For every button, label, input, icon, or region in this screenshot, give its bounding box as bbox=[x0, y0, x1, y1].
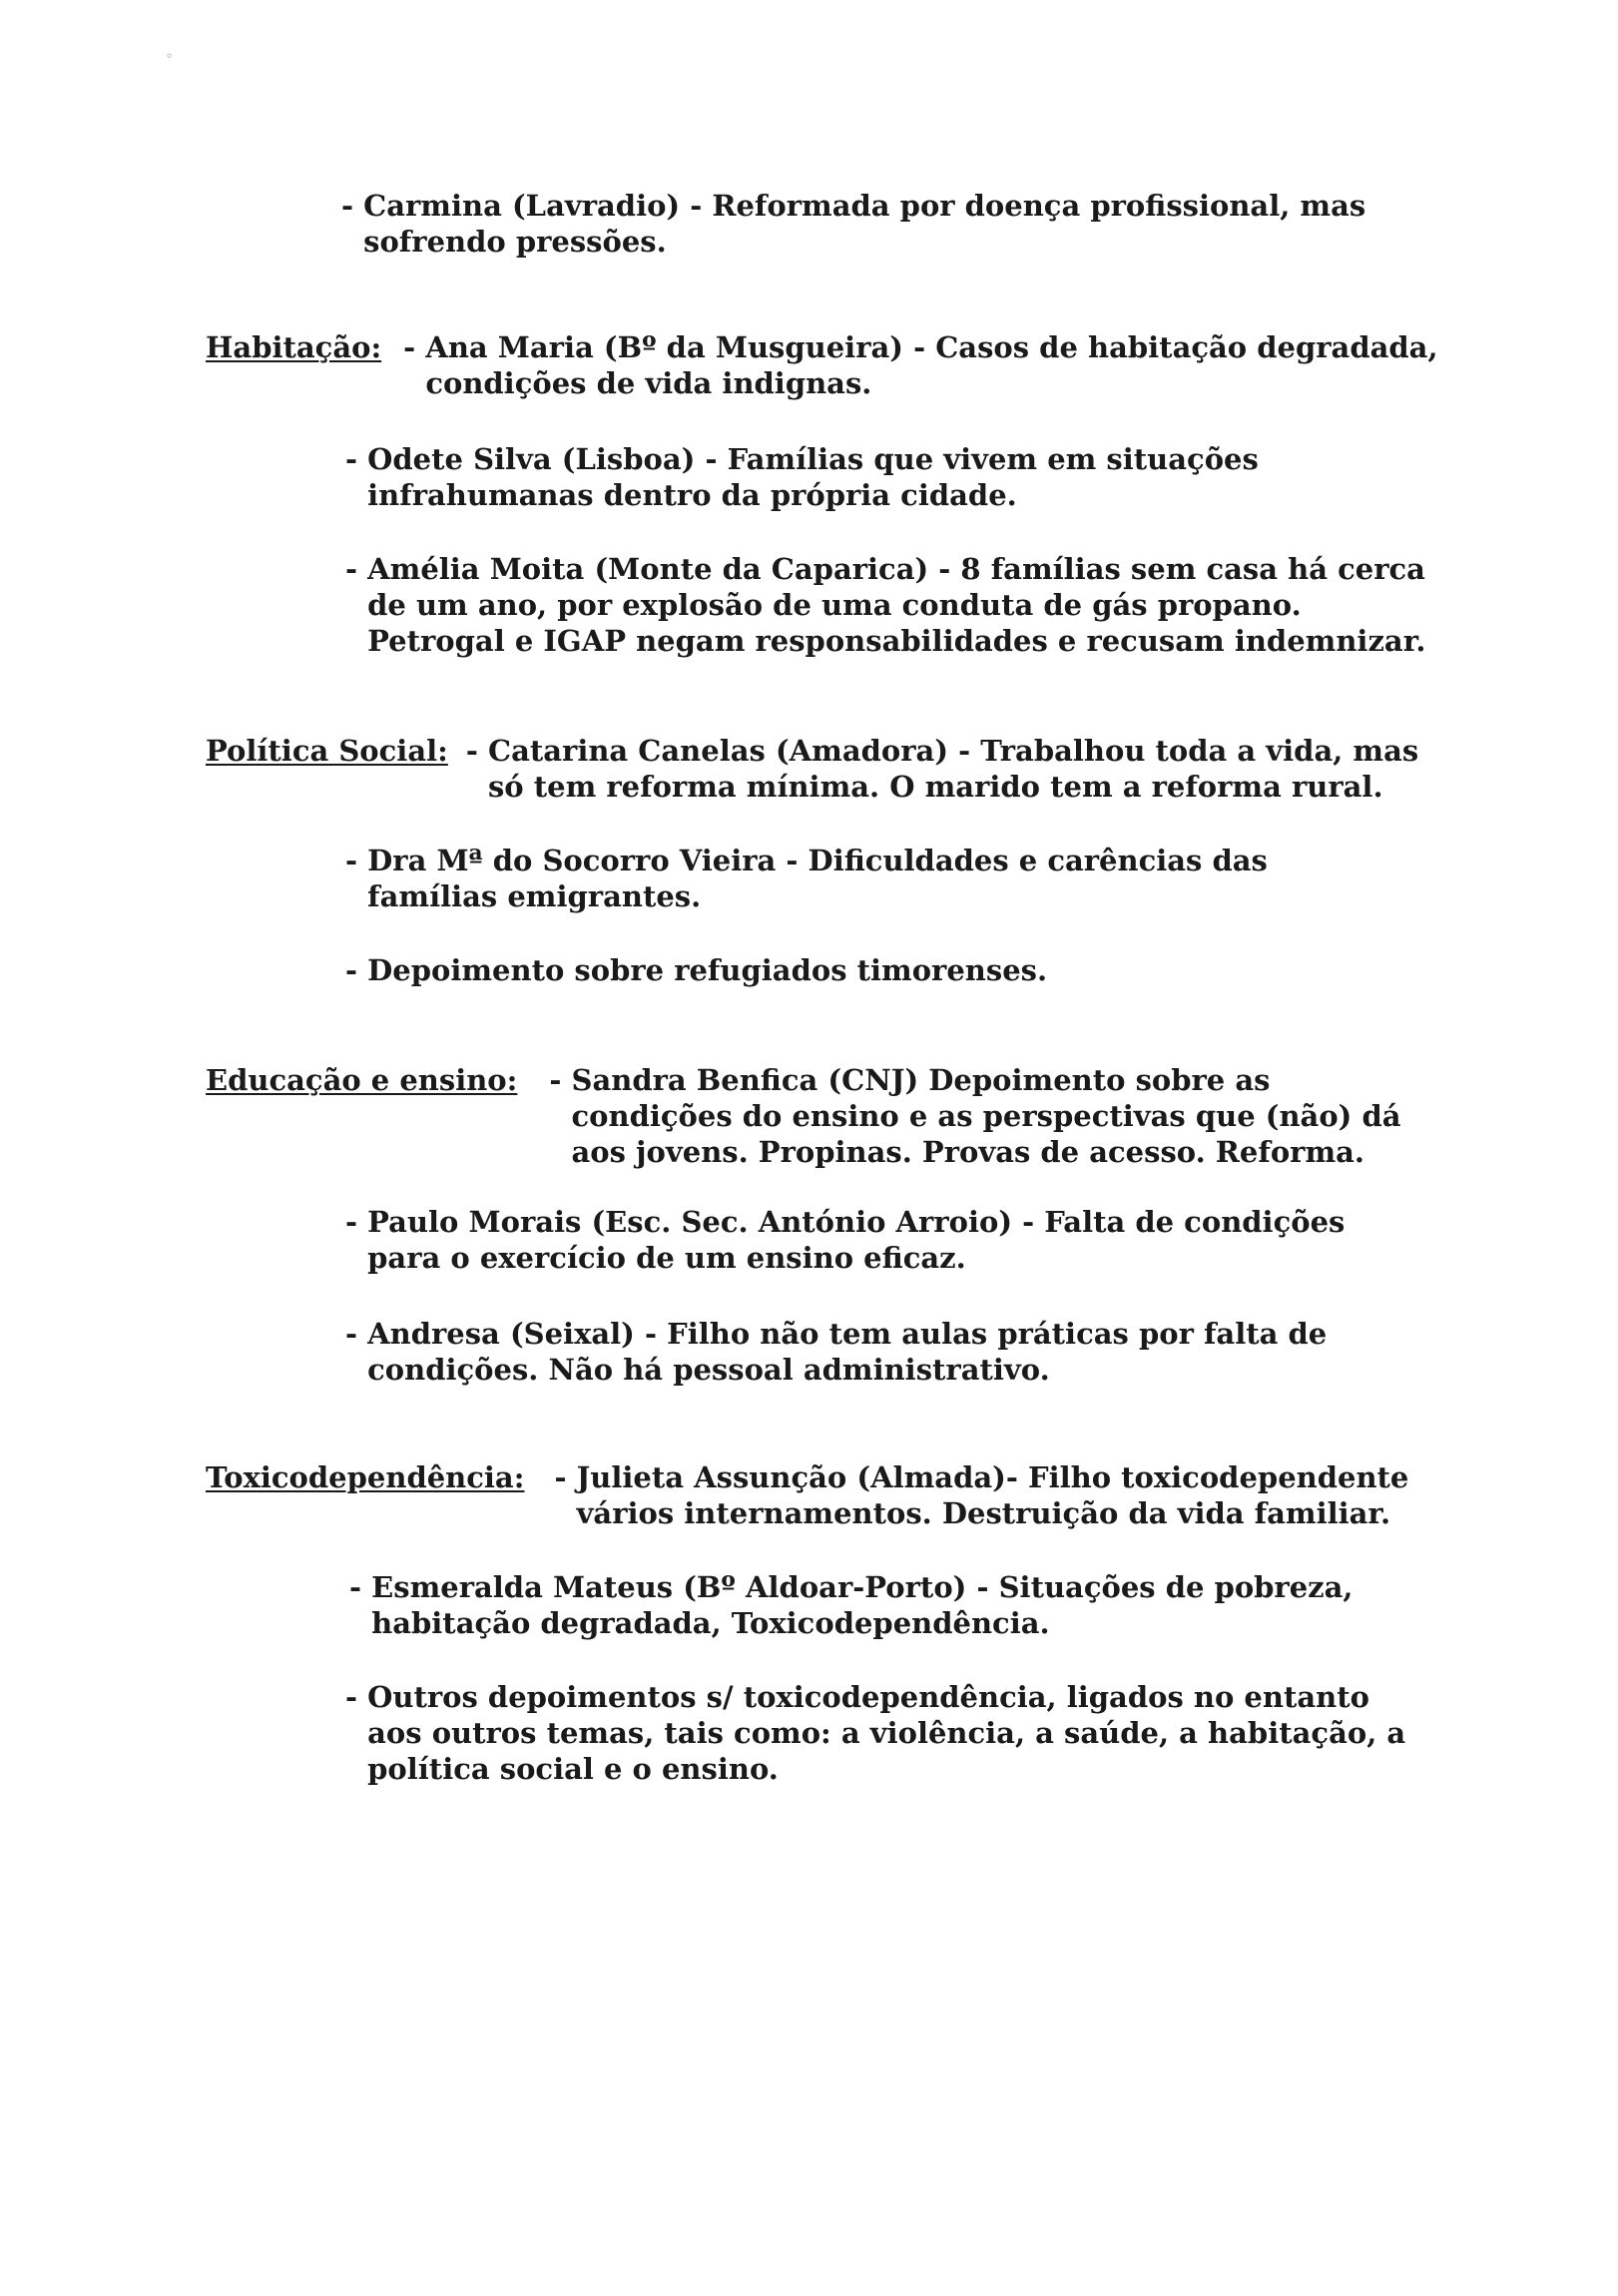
entry-dash: - bbox=[345, 552, 368, 586]
entry-line: vários internamentos. Destruição da vida familiar. bbox=[576, 1496, 1391, 1530]
entry-line: política social e o ensino. bbox=[367, 1752, 779, 1786]
entry-line: habitação degradada, Toxicodependência. bbox=[371, 1606, 1050, 1640]
section-educacao-ensino bbox=[206, 1062, 1401, 1170]
entry-line: infrahumanas dentro da própria cidade. bbox=[367, 478, 1017, 512]
entry-line: condições do ensino e as perspectivas que (não) dá bbox=[571, 1099, 1401, 1133]
entry-amelia-moita bbox=[345, 551, 1425, 659]
entry-julieta-assuncao bbox=[554, 1459, 1408, 1531]
entry-dash: - bbox=[465, 734, 488, 768]
entry-line: Ana Maria (Bº da Musgueira) - Casos de habitação degradada, bbox=[425, 330, 1438, 364]
section-heading: Habitação: bbox=[206, 330, 382, 364]
entry-line: aos jovens. Propinas. Provas de acesso. Reforma. bbox=[571, 1135, 1365, 1169]
entry-line: Petrogal e IGAP negam responsabilidades e recusam indemnizar. bbox=[367, 624, 1426, 658]
entry-line: Odete Silva (Lisboa) - Famílias que vivem em situações bbox=[367, 442, 1259, 476]
entry-dash: - bbox=[549, 1063, 572, 1097]
entry-line: Sandra Benfica (CNJ) Depoimento sobre as bbox=[571, 1063, 1271, 1097]
entry-paulo-morais bbox=[345, 1204, 1345, 1276]
entry-dash: - bbox=[345, 844, 368, 877]
entry-line: Depoimento sobre refugiados timorenses. bbox=[367, 953, 1048, 987]
entry-andresa bbox=[345, 1316, 1327, 1388]
entry-dash: - bbox=[345, 1680, 368, 1714]
section-toxicodependencia bbox=[206, 1459, 1408, 1531]
entry-line: para o exercício de um ensino eficaz. bbox=[367, 1241, 966, 1275]
entry-dash: - bbox=[345, 1317, 368, 1351]
entry-line: Esmeralda Mateus (Bº Aldoar-Porto) - Situações de pobreza, bbox=[371, 1570, 1353, 1604]
entry-line: condições de vida indignas. bbox=[425, 366, 872, 400]
entry-refugiados bbox=[345, 952, 1047, 988]
entry-line: Dra Mª do Socorro Vieira - Dificuldades e carências das bbox=[367, 844, 1268, 877]
entry-line: condições. Não há pessoal administrativo. bbox=[367, 1353, 1050, 1387]
entry-catarina-canelas bbox=[466, 733, 1418, 805]
section-heading: Política Social: bbox=[206, 734, 448, 768]
entry-dash: - bbox=[341, 189, 364, 223]
entry-dash: - bbox=[345, 953, 368, 987]
section-politica-social bbox=[206, 733, 1418, 805]
entry-ana-maria bbox=[403, 329, 1437, 401]
section-habitacao bbox=[206, 329, 1438, 401]
entry-line: Amélia Moita (Monte da Caparica) - 8 famílias sem casa há cerca bbox=[367, 552, 1425, 586]
entry-line: Andresa (Seixal) - Filho não tem aulas práticas por falta de bbox=[367, 1317, 1328, 1351]
entry-outros bbox=[345, 1679, 1405, 1787]
scan-speck: ° bbox=[166, 52, 173, 68]
entry-odete-silva bbox=[345, 441, 1259, 513]
section-heading: Educação e ensino: bbox=[206, 1063, 518, 1097]
entry-line: de um ano, por explosão de uma conduta de gás propano. bbox=[367, 588, 1302, 622]
entry-line: só tem reforma mínima. O marido tem a reforma rural. bbox=[487, 770, 1383, 804]
entry-dash: - bbox=[554, 1460, 577, 1494]
entry-line: Julieta Assunção (Almada)- Filho toxicodependente bbox=[576, 1460, 1409, 1494]
entry-dash: - bbox=[349, 1570, 372, 1604]
entry-dash: - bbox=[345, 442, 368, 476]
entry-dash: - bbox=[345, 1205, 368, 1239]
entry-line: Catarina Canelas (Amadora) - Trabalhou toda a vida, mas bbox=[487, 734, 1419, 768]
entry-line: Carmina (Lavradio) - Reformada por doença profissional, mas bbox=[363, 189, 1366, 223]
entry-socorro-vieira bbox=[345, 843, 1268, 914]
entry-line: Outros depoimentos s/ toxicodependência, ligados no entanto bbox=[367, 1680, 1369, 1714]
entry-line: sofrendo pressões. bbox=[363, 225, 667, 259]
entry-line: aos outros temas, tais como: a violência, a saúde, a habitação, a bbox=[367, 1716, 1406, 1750]
entry-sandra-benfica bbox=[549, 1062, 1400, 1170]
entry-dash: - bbox=[403, 330, 426, 364]
entry-line: Paulo Morais (Esc. Sec. António Arroio) - Falta de condições bbox=[367, 1205, 1346, 1239]
entry-carmina bbox=[341, 188, 1365, 260]
section-heading: Toxicodependência: bbox=[206, 1460, 525, 1494]
entry-esmeralda-mateus bbox=[349, 1569, 1353, 1641]
entry-line: famílias emigrantes. bbox=[367, 879, 702, 913]
